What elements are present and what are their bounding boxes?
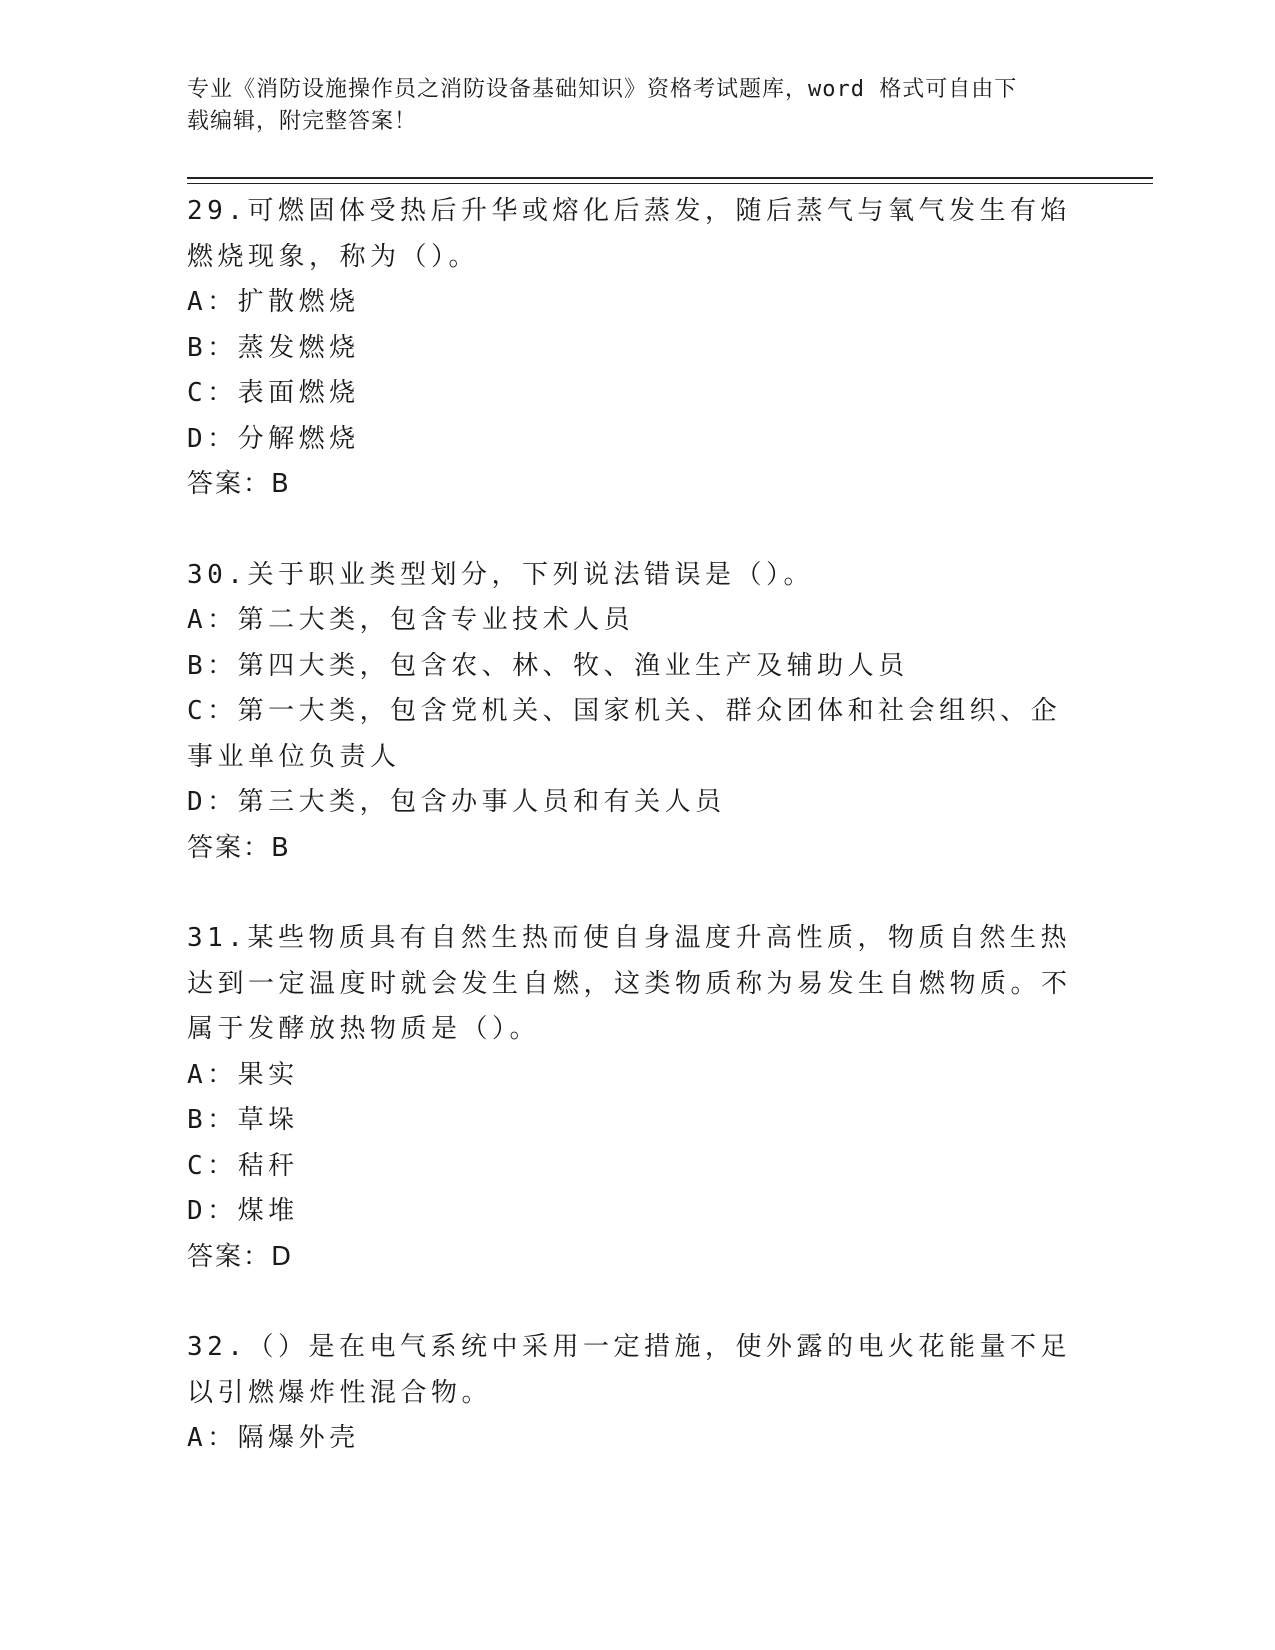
question-stem: 32.（）是在电气系统中采用一定措施，使外露的电火花能量不足以引燃爆炸性混合物。 — [187, 1332, 1071, 1408]
question-list — [187, 189, 1087, 1507]
question-31 — [187, 916, 1087, 1280]
question-30 — [187, 553, 1087, 872]
header-divider-thick — [187, 177, 1153, 179]
header-line-2: 载编辑，附完整答案！ — [187, 109, 418, 134]
answer-label: 答案：D — [187, 1241, 294, 1272]
question-stem: 30.关于职业类型划分，下列说法错误是（）。 — [187, 559, 814, 590]
answer-label: 答案：B — [187, 469, 291, 499]
question-29 — [187, 189, 1087, 508]
option-b: B：蒸发燃烧 — [187, 332, 360, 363]
option-a: A：第二大类，包含专业技术人员 — [187, 605, 635, 635]
question-32 — [187, 1325, 1087, 1462]
question-stem: 31.某些物质具有自然生热而使自身温度升高性质，物质自然生热达到一定温度时就会发生自燃，这类物质称为易发生自燃物质。不属于发酵放热物质是（）。 — [187, 923, 1072, 1044]
header-divider-thin — [187, 183, 1153, 184]
header-line-1: 专业《消防设施操作员之消防设备基础知识》资格考试题库，word 格式可自由下 — [187, 77, 1018, 102]
option-d: D：分解燃烧 — [187, 423, 360, 454]
option-b: B：草垛 — [187, 1105, 299, 1135]
option-b: B：第四大类，包含农、林、牧、渔业生产及辅助人员 — [187, 650, 909, 681]
option-c: C：秸秆 — [187, 1150, 299, 1181]
option-d: D：第三大类，包含办事人员和有关人员 — [187, 787, 726, 817]
option-c: C：第一大类，包含党机关、国家机关、群众团体和社会组织、企事业单位负责人 — [187, 696, 1062, 772]
option-a: A：扩散燃烧 — [187, 287, 360, 317]
question-stem: 29.可燃固体受热后升华或熔化后蒸发，随后蒸气与氧气发生有焰燃烧现象，称为（）。 — [187, 196, 1071, 272]
document-header — [187, 74, 1067, 138]
answer-label: 答案：B — [187, 832, 291, 863]
option-c: C：表面燃烧 — [187, 378, 360, 408]
option-d: D：煤堆 — [187, 1196, 299, 1226]
option-a: A：隔爆外壳 — [187, 1423, 360, 1453]
option-a: A：果实 — [187, 1059, 299, 1090]
